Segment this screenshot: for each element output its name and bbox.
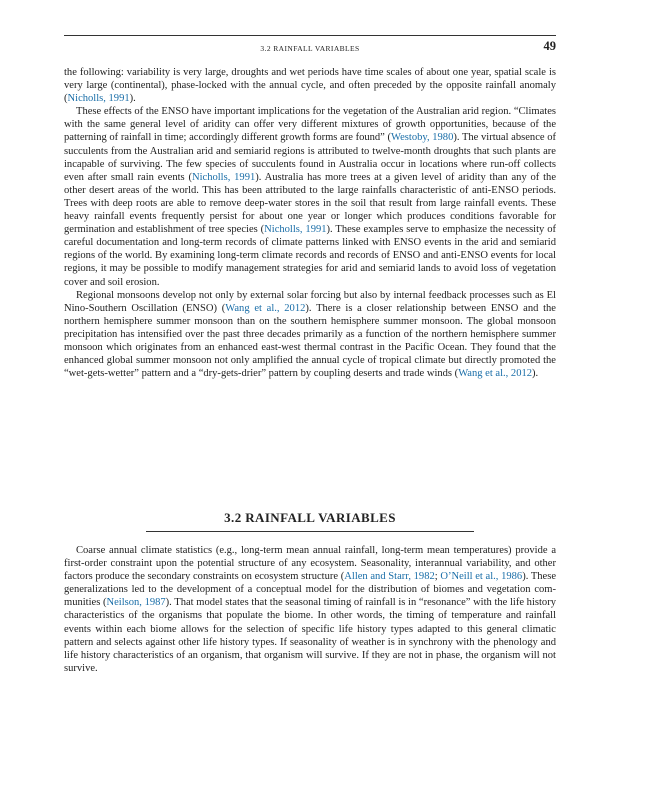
citation-link[interactable]: Nicholls, 1991: [191, 171, 256, 183]
page-number: 49: [543, 39, 556, 53]
paragraph-4: Coarse annual climate statistics (e.g., long-term mean annual rainfall, long-term mean temperatures) provide a first-order constraint upon the potential structure of any ecosystem. Seasonality, interannual variability, and other factors produce the secondary constraints on ecosystem structure (Allen and Starr, 1982; O’Neill et al., 1986). These generalizations led to the development of a conceptual model for the distribution of biomes and vegetation communities (Neilson, 1987). That model states that the seasonal timing of rainfall is in “resonance” with the life history characteristics of the organisms that populate the biome. In other words, the timing of temperature and rainfall events within each biome allows for the selection of specific life history types adapted to this general climatic pattern and selects against other life history types. If seasonality of weather is in synchrony with the phenology and life history characteristics of an organism, that organism will survive. If they are not in phase, the organism will not survive.: [64, 545, 556, 674]
running-title: 3.2 RAINFALL VARIABLES: [260, 44, 360, 53]
citation-link[interactable]: Nicholls, 1991: [264, 224, 327, 236]
paragraph-1: the following: variability is very large, droughts and wet periods have time scales of about one year, spatial scale is very large (continental), phase-locked with the annual cycle, and often preceded by the opposite rainfall anomaly (Nicholls, 1991).: [64, 67, 556, 105]
body-text-top: [64, 66, 556, 380]
citation-link[interactable]: Neilson, 1987: [106, 597, 166, 609]
running-header: [64, 35, 556, 58]
citation-link[interactable]: O’Neill et al., 1986: [440, 571, 523, 583]
citation-link[interactable]: Wang et al., 2012: [225, 302, 306, 314]
citation-link[interactable]: Wang et al., 2012: [458, 368, 533, 380]
section-heading: [146, 509, 474, 532]
citation-link[interactable]: Westoby, 1980: [391, 132, 454, 144]
citation-link[interactable]: Allen and Starr, 1982: [344, 571, 435, 583]
paragraph-3: Regional monsoons develop not only by external solar forcing but also by internal feedback processes such as El Nino-Southern Oscillation (ENSO) (Wang et al., 2012). There is a closer relationship between ENSO and the northern hemisphere summer monsoon than on the southern hemisphere summer monsoon. The global monsoon precipitation has intensified over the past three decades primarily as a function of the northern hemisphere summer monsoon which originates from an enhanced east-west thermal contrast in the Pacific Ocean. They found that the enhanced global summer monsoon not only amplified the annual cycle of tropical climate but directly promoted the “wet-gets-wetter” pattern and a “dry-gets-drier” pattern by coupling deserts and trade winds (Wang et al., 2012).: [64, 289, 556, 380]
citation-link[interactable]: Nicholls, 1991: [67, 93, 130, 105]
paragraph-2: These effects of the ENSO have important implications for the vegetation of the Australian arid region. “Climates with the same general level of aridity can offer very different mixtures of growth opportunities, because of the patterning of rainfall in time; accordingly different growth forms are found” (Westoby, 1980). The virtual absence of succulents from the Australian arid and semiarid regions is attributed to twelve-month droughts that such plants are incapable of surviving. The few species of succulents found in Australia occur in locations where run-off collects even after small rain events (Nicholls, 1991). Australia has more trees at a given level of aridity than any of the other desert areas of the world. This has been attributed to the large rainfalls characteristic of anti-ENSO periods. Trees with deep roots are able to remove deep-water stores in the soil that result from large rainfall events. These heavy rainfall events frequently persist for about one year or longer which produces conditions favorable for germination and establishment of tree species (Nicholls, 1991). These examples serve to emphasize the necessity of careful documentation and long-term records of climate patterns linked with ENSO events in the arid and semiarid regions of the world. By examining long-term climate records and records of ENSO and anti-ENSO events for local regions, it may be possible to modify management strategies for arid and semiarid lands to avoid loss of vegetation cover and soil erosion.: [64, 106, 556, 288]
body-text-bottom: [64, 544, 556, 675]
section-title: 3.2 RAINFALL VARIABLES: [224, 510, 396, 525]
